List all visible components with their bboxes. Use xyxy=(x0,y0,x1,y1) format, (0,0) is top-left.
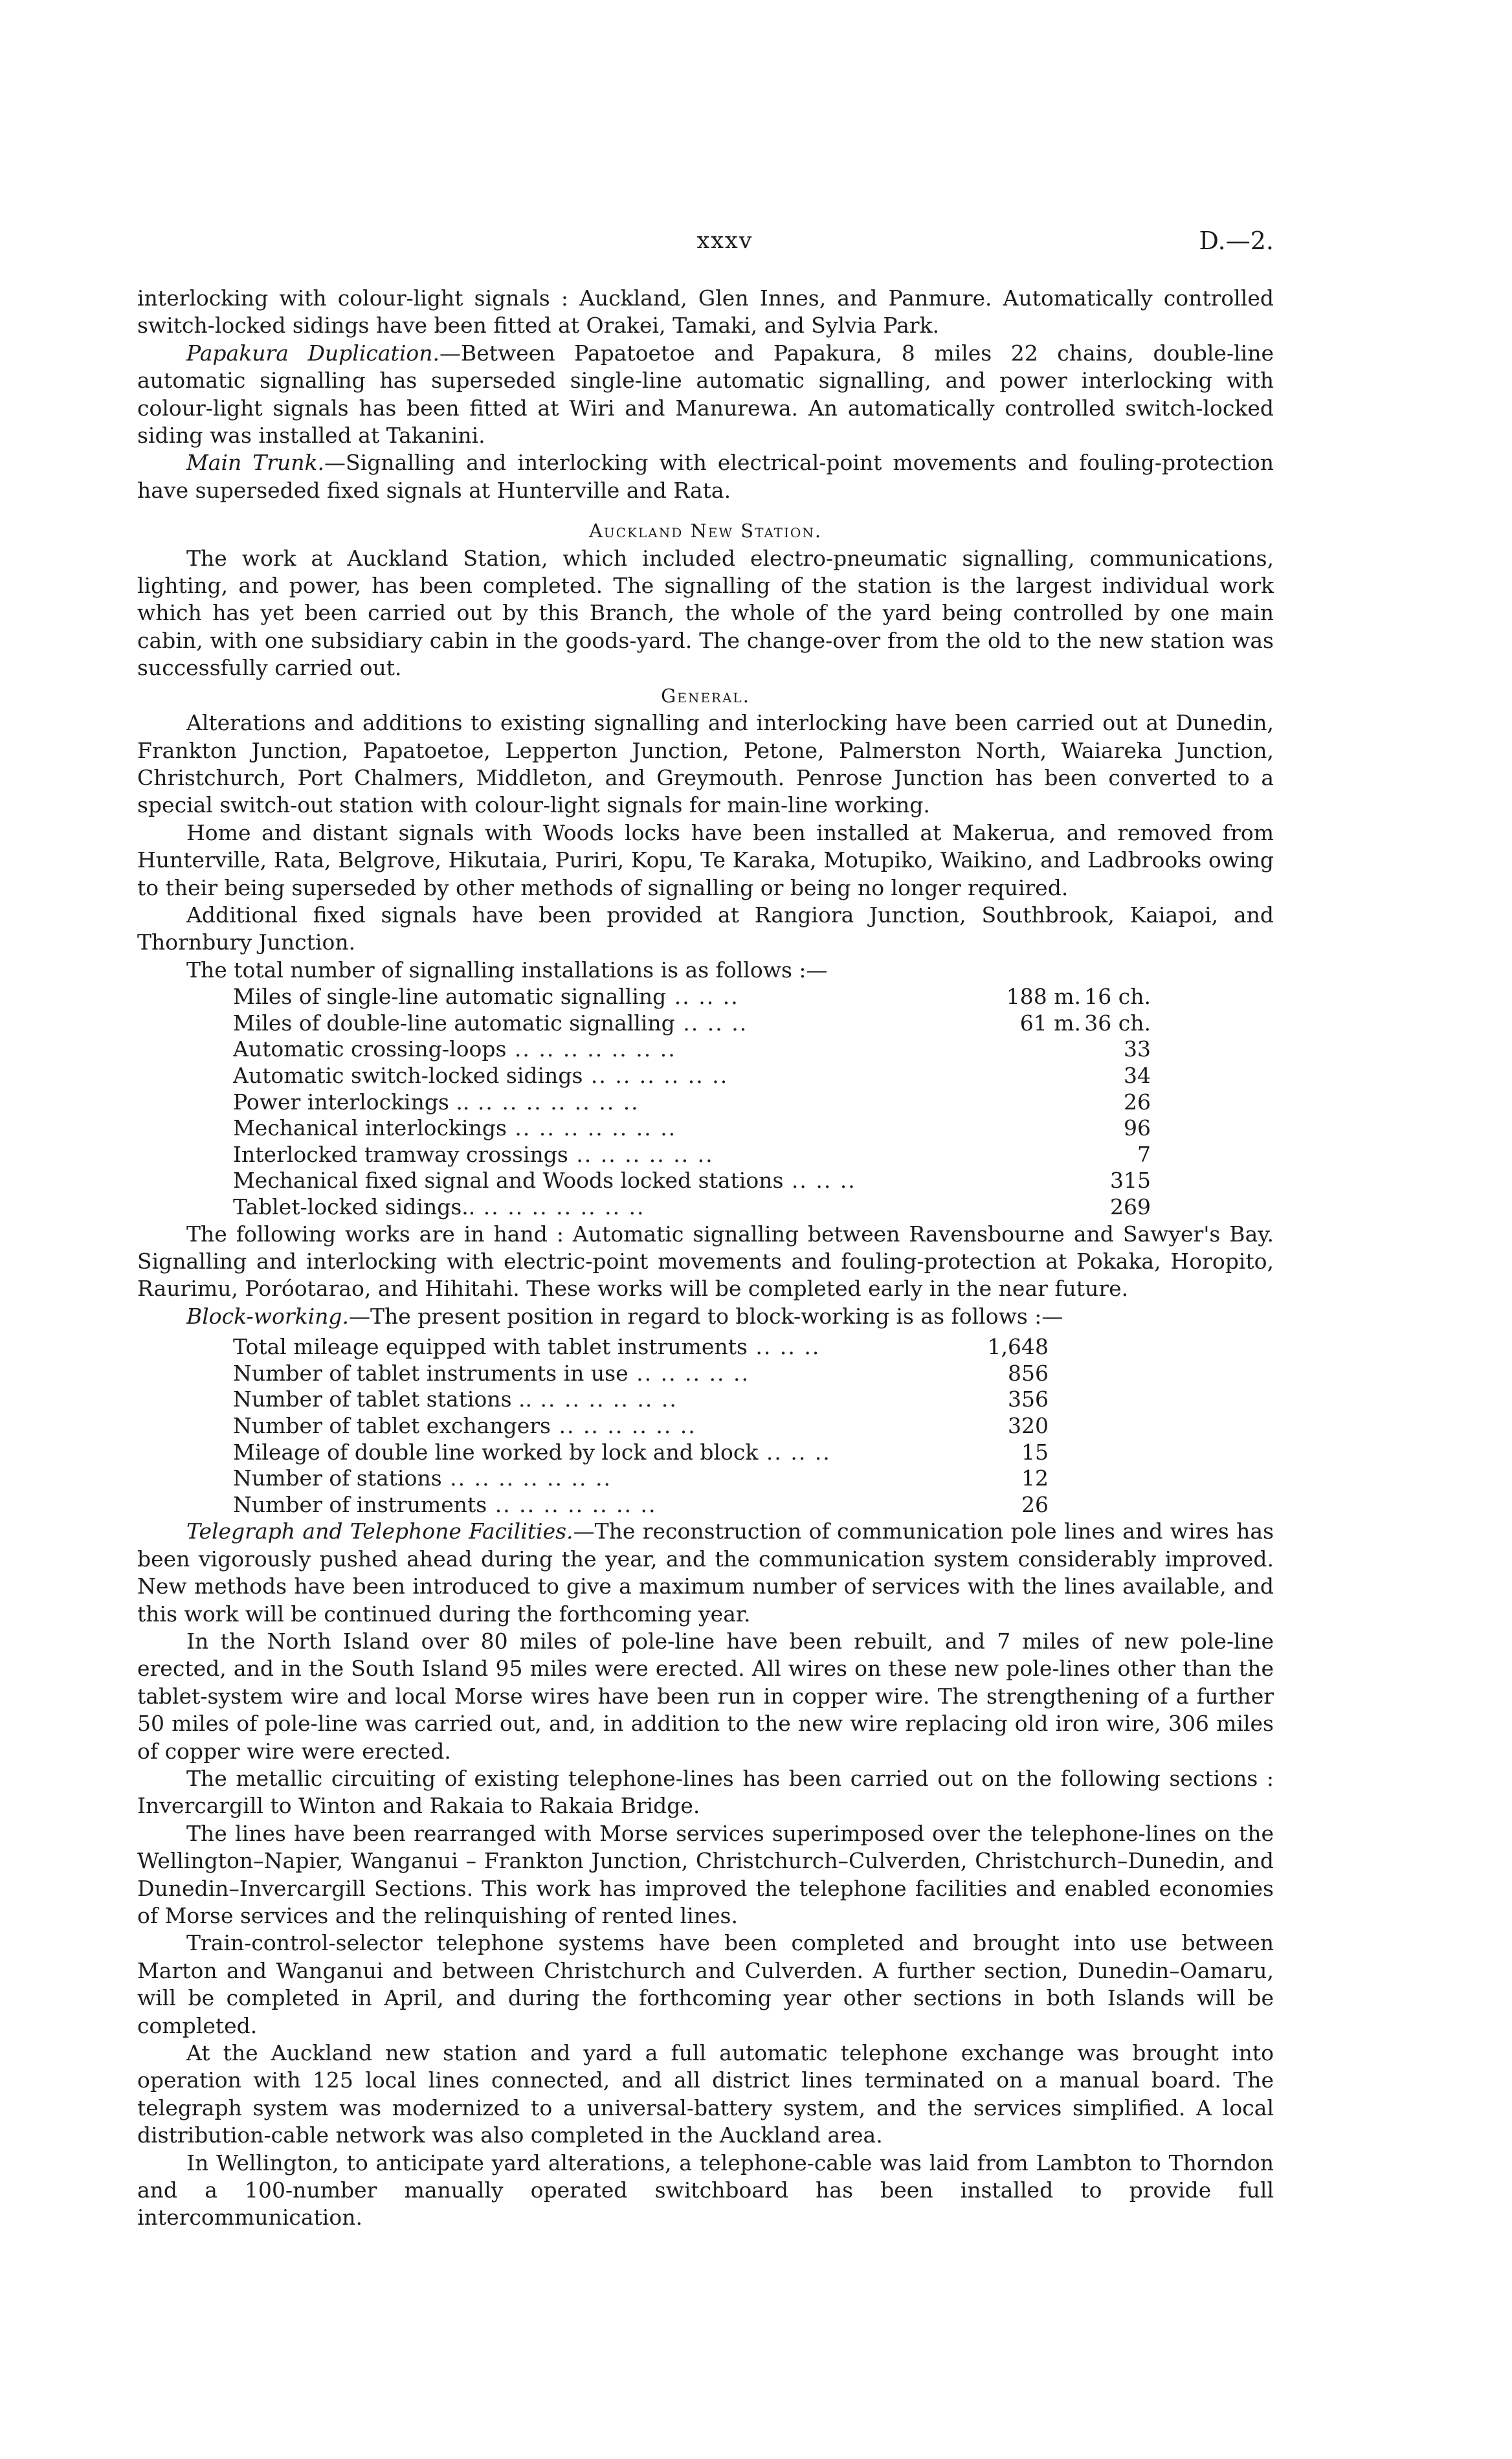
block-working-row xyxy=(233,1492,1049,1519)
auckland-exchange-paragraph: At the Auckland new station and yard a full automatic telephone exchange was brought into operation with 125 local lines connected, and all district lines terminated on a manual board. The telegraph system was modernized to a universal-battery system, and the services simplified. A local distribution-cable network was also completed in the Auckland area. xyxy=(137,2040,1274,2148)
block-working-row xyxy=(233,1361,1049,1387)
block-working-row xyxy=(233,1465,1049,1492)
telegraph-paragraph xyxy=(137,1518,1274,1628)
installation-value: 96 xyxy=(1124,1115,1151,1141)
installation-value: 315 xyxy=(1110,1168,1151,1194)
general-paragraph-2: Home and distant signals with Woods locks have been installed at Makerua, and removed from Hunterville, Rata, Belgrove, Hikutaia, Puriri, Kopu, Te Karaka, Motupiko, Waikino, and Ladbrooks owing to their being superseded by other methods of signalling or being no longer required. xyxy=(137,819,1274,900)
installation-value: 33 xyxy=(1124,1036,1151,1062)
block-working-table xyxy=(233,1334,1049,1518)
installation-value: 34 xyxy=(1124,1062,1151,1088)
installation-value: 16 ch. xyxy=(1084,984,1151,1010)
block-working-label: Number of instruments .. .. .. .. .. .. .. xyxy=(233,1491,657,1517)
block-working-label: Mileage of double line worked by lock and block .. .. .. xyxy=(233,1439,831,1465)
block-working-label: Number of tablet exchangers .. .. .. .. .. .. xyxy=(233,1412,696,1438)
metallic-circuiting-paragraph: The metallic circuiting of existing telephone-lines has been carried out on the following sections : Invercargill to Winton and Rakaia to Rakaia Bridge. xyxy=(137,1765,1274,1819)
installation-label: Tablet-locked sidings.. .. .. .. .. .. .. .. xyxy=(233,1194,645,1219)
block-working-value: 12 xyxy=(1021,1465,1049,1491)
installation-value-miles: 61 m. xyxy=(1019,1010,1081,1036)
main-trunk-paragraph xyxy=(137,449,1274,504)
installations-row xyxy=(233,1063,1151,1089)
block-working-paragraph xyxy=(137,1303,1274,1330)
general-paragraph-1: Alterations and additions to existing signalling and interlocking have been carried out at Dunedin, Frankton Junction, Papatoetoe, Lepperton Junction, Petone, Palmerston North, Waiareka Junction, Christchurch, Port Chalmers, Middleton, and Greymouth. Penrose Junction has been converted to a special switch-out station with colour-light signals for main-line working. xyxy=(137,710,1274,818)
block-working-row xyxy=(233,1440,1049,1466)
page-number: xxxv xyxy=(696,228,753,254)
pole-line-paragraph: In the North Island over 80 miles of pole-line have been rebuilt, and 7 miles of new pole-line erected, and in the South Island 95 miles were erected. All wires on these new pole-lines other than the tablet-system wire and local Morse wires have been run in copper wire. The strengthening of a further 50 miles of pole-line was carried out, and, in addition to the new wire replacing old iron wire, 306 miles of copper wire were erected. xyxy=(137,1628,1274,1764)
block-working-title: Block-working. xyxy=(186,1303,350,1329)
papakura-title: Papakura Duplication. xyxy=(186,340,439,366)
installations-row xyxy=(233,1194,1151,1221)
block-working-value: 1,648 xyxy=(987,1334,1049,1360)
installation-label: Interlocked tramway crossings .. .. .. .. .. .. xyxy=(233,1141,714,1167)
installations-row xyxy=(233,1089,1151,1116)
block-working-label: Number of tablet instruments in use .. .. .. .. .. xyxy=(233,1360,750,1386)
block-working-value: 26 xyxy=(1021,1491,1049,1517)
body-text xyxy=(137,285,1274,2232)
installation-value-miles xyxy=(997,1036,1081,1063)
main-trunk-body: —Signalling and interlocking with electrical-point movements and fouling-protection have superseded fixed signals at Hunterville and Rata. xyxy=(137,450,1274,503)
block-working-row xyxy=(233,1413,1049,1440)
installations-table xyxy=(233,984,1151,1220)
train-control-paragraph: Train-control-selector telephone systems have been completed and brought into use between Marton and Wanganui and between Christchurch and Culverden. A further section, Dunedin–Oamaru, will be completed in April, and during the forthcoming year other sections in both Islands will be completed. xyxy=(137,1930,1274,2038)
installation-value-miles xyxy=(997,1194,1081,1221)
installations-row xyxy=(233,1142,1151,1168)
installations-row xyxy=(233,1010,1151,1037)
block-working-intro: —The present position in regard to block-working is as follows :— xyxy=(349,1303,1063,1329)
installations-row xyxy=(233,1036,1151,1063)
installation-value-miles xyxy=(997,1089,1081,1116)
auckland-paragraph: The work at Auckland Station, which included electro-pneumatic signalling, communications, lighting, and power, has been completed. The signalling of the station is the largest individual work which has yet been carried out by this Branch, the whole of the yard being controlled by one main cabin, with one subsidiary cabin in the goods-yard. The change-over from the old to the new station was successfully carried out. xyxy=(137,545,1274,681)
intro-paragraph: interlocking with colour-light signals : Auckland, Glen Innes, and Panmure. Automatically controlled switch-locked sidings have been fitted at Orakei, Tamaki, and Sylvia Park. xyxy=(137,285,1274,339)
installation-value: 36 ch. xyxy=(1084,1010,1151,1036)
installation-label: Automatic switch-locked sidings .. .. .. .. .. .. xyxy=(233,1062,729,1088)
installations-row xyxy=(233,1115,1151,1142)
block-working-row xyxy=(233,1334,1049,1361)
installation-label: Automatic crossing-loops .. .. .. .. .. .. .. xyxy=(233,1036,676,1062)
installation-label: Mechanical fixed signal and Woods locked stations .. .. .. xyxy=(233,1168,856,1194)
installation-label: Miles of single-line automatic signalling .. .. .. xyxy=(233,984,739,1010)
installation-value: 7 xyxy=(1137,1141,1151,1167)
installation-value-miles xyxy=(997,1168,1081,1194)
section-heading-general: General. xyxy=(661,684,750,707)
installation-label: Power interlockings .. .. .. .. .. .. .. .. xyxy=(233,1089,639,1115)
installations-row xyxy=(233,984,1151,1010)
main-trunk-title: Main Trunk. xyxy=(186,450,325,476)
general-paragraph-3: Additional fixed signals have been provided at Rangiora Junction, Southbrook, Kaiapoi, and Thornbury Junction. xyxy=(137,902,1274,955)
telegraph-title: Telegraph and Telephone Facilities. xyxy=(186,1519,573,1544)
installation-value-miles: 188 m. xyxy=(1006,984,1081,1010)
works-in-hand-paragraph: The following works are in hand : Automatic signalling between Ravensbourne and Sawyer's Bay. Signalling and interlocking with electric-point movements and fouling-protection at Pokaka, Horopito, Raurimu, Poróotarao, and Hihitahi. These works will be completed early in the near future. xyxy=(137,1221,1274,1302)
installation-label: Mechanical interlockings .. .. .. .. .. .. .. xyxy=(233,1115,677,1141)
installation-value: 26 xyxy=(1124,1089,1151,1115)
wellington-cable-paragraph: In Wellington, to anticipate yard alterations, a telephone-cable was laid from Lambton to Thorndon and a 100-number manually operated switchboard has been installed to provide full intercommunication. xyxy=(137,2150,1274,2231)
block-working-value: 856 xyxy=(1008,1360,1049,1386)
installation-label: Miles of double-line automatic signalling .. .. .. xyxy=(233,1010,748,1036)
installation-value: 269 xyxy=(1110,1194,1151,1219)
installation-value-miles xyxy=(997,1063,1081,1089)
block-working-value: 356 xyxy=(1008,1386,1049,1412)
installation-value-miles xyxy=(997,1142,1081,1168)
document-code: D.—2. xyxy=(1199,227,1274,255)
papakura-body: —Between Papatoetoe and Papakura, 8 miles 22 chains, double-line automatic signalling has superseded single-line automatic signalling, and power interlocking with colour-light signals has been fitted at Wiri and Manurewa. An automatically controlled switch-locked siding was installed at Takanini. xyxy=(137,340,1274,449)
installation-value-miles xyxy=(997,1115,1081,1142)
block-working-value: 15 xyxy=(1021,1439,1049,1465)
installations-row xyxy=(233,1168,1151,1194)
installations-intro: The total number of signalling installations is as follows :— xyxy=(186,957,828,983)
section-heading-auckland: Auckland New Station. xyxy=(588,520,823,542)
block-working-row xyxy=(233,1386,1049,1413)
telegraph-body: —The reconstruction of communication pole lines and wires has been vigorously pushed ahead during the year, and the communication system considerably improved. New methods have been introduced to give a maximum number of services with the lines available, and this work will be continued during the forthcoming year. xyxy=(137,1519,1274,1627)
block-working-value: 320 xyxy=(1008,1412,1049,1438)
block-working-label: Number of stations .. .. .. .. .. .. .. xyxy=(233,1465,612,1491)
papakura-paragraph xyxy=(137,340,1274,450)
block-working-label: Number of tablet stations .. .. .. .. .. .. .. xyxy=(233,1386,678,1412)
block-working-label: Total mileage equipped with tablet instruments .. .. .. xyxy=(233,1334,821,1360)
morse-services-paragraph: The lines have been rearranged with Morse services superimposed over the telephone-lines on the Wellington–Napier, Wanganui – Frankton Junction, Christchurch–Culverden, Christchurch–Dunedin, and Dunedin–Invercargill Sections. This work has improved the telephone facilities and enabled economies of Morse services and the relinquishing of rented lines. xyxy=(137,1820,1274,1928)
